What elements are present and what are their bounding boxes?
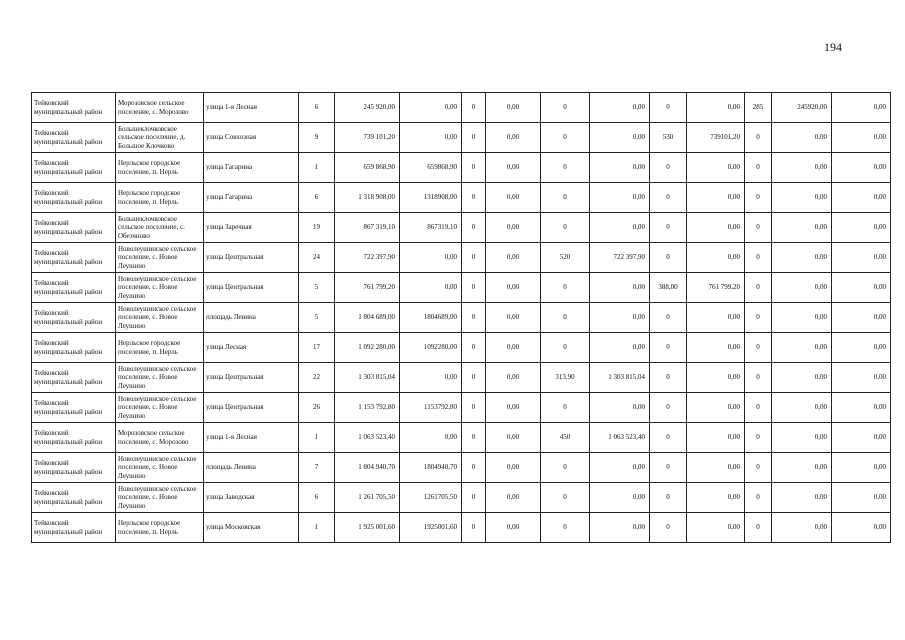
cell-quantity-col-4: 0 <box>650 243 687 273</box>
table-row <box>32 243 891 273</box>
cell-cost-col-3: 0,00 <box>590 123 650 153</box>
cell-cost-col-5: 0,00 <box>772 423 832 453</box>
cell-house-number: 22 <box>299 363 335 393</box>
cell-quantity-col-2: 0 <box>462 183 486 213</box>
cell-quantity-col-2: 0 <box>462 393 486 423</box>
cell-street: улица 1-я Лесная <box>204 423 299 453</box>
cell-quantity-col-5: 0 <box>745 333 772 363</box>
cell-quantity-col-4: 0 <box>650 303 687 333</box>
table-row <box>32 213 891 243</box>
cell-cost-col-5: 0,00 <box>772 363 832 393</box>
cell-cost-col-4: 0,00 <box>687 213 745 243</box>
cell-cost-col-5: 0,00 <box>772 393 832 423</box>
cell-quantity-col-5: 0 <box>745 123 772 153</box>
cell-quantity-col-3: 0 <box>541 183 590 213</box>
cell-quantity-col-3: 0 <box>541 123 590 153</box>
table-row <box>32 123 891 153</box>
cell-quantity-col-4: 0 <box>650 393 687 423</box>
table-row <box>32 93 891 123</box>
cell-cost-col-2: 0,00 <box>486 513 541 543</box>
table-row <box>32 483 891 513</box>
table-row <box>32 363 891 393</box>
cell-cost-col-1: 0,00 <box>400 423 462 453</box>
cell-total-cost: 1 925 001,60 <box>335 513 400 543</box>
cell-cost-col-6: 0,00 <box>832 393 891 423</box>
cell-street: улица Центральная <box>204 393 299 423</box>
cell-district: Тейковский муниципальный район <box>32 183 116 213</box>
cell-settlement: Нерльское городское поселение, п. Нерль <box>116 333 204 363</box>
cell-cost-col-1: 1804689,00 <box>400 303 462 333</box>
cell-cost-col-1: 1318908,00 <box>400 183 462 213</box>
cell-total-cost: 1 153 792,80 <box>335 393 400 423</box>
cell-cost-col-1: 1804940,70 <box>400 453 462 483</box>
cell-quantity-col-5: 0 <box>745 453 772 483</box>
table-row <box>32 273 891 303</box>
cell-quantity-col-5: 285 <box>745 93 772 123</box>
cell-district: Тейковский муниципальный район <box>32 153 116 183</box>
cell-cost-col-2: 0,00 <box>486 333 541 363</box>
cell-cost-col-3: 1 063 523,40 <box>590 423 650 453</box>
cell-total-cost: 1 804 940,70 <box>335 453 400 483</box>
cell-cost-col-3: 0,00 <box>590 273 650 303</box>
cell-quantity-col-2: 0 <box>462 123 486 153</box>
cell-quantity-col-5: 0 <box>745 423 772 453</box>
cell-settlement: Нерльское городское поселение, п. Нерль <box>116 513 204 543</box>
cell-settlement: Морозовское сельское поселение, с. Морозово <box>116 93 204 123</box>
cell-quantity-col-3: 0 <box>541 93 590 123</box>
cell-cost-col-1: 0,00 <box>400 363 462 393</box>
cell-quantity-col-3: 313,90 <box>541 363 590 393</box>
cell-street: площадь Ленина <box>204 303 299 333</box>
cell-cost-col-1: 1092280,00 <box>400 333 462 363</box>
cell-street: площадь Ленина <box>204 453 299 483</box>
cell-district: Тейковский муниципальный район <box>32 303 116 333</box>
cell-cost-col-3: 0,00 <box>590 303 650 333</box>
table-row <box>32 183 891 213</box>
cell-quantity-col-3: 0 <box>541 333 590 363</box>
cell-quantity-col-4: 0 <box>650 183 687 213</box>
cell-cost-col-2: 0,00 <box>486 183 541 213</box>
cell-cost-col-3: 0,00 <box>590 483 650 513</box>
cell-quantity-col-2: 0 <box>462 423 486 453</box>
cell-total-cost: 659 868,90 <box>335 153 400 183</box>
cell-quantity-col-4: 0 <box>650 333 687 363</box>
cell-quantity-col-3: 0 <box>541 273 590 303</box>
cell-quantity-col-5: 0 <box>745 483 772 513</box>
cell-quantity-col-3: 0 <box>541 303 590 333</box>
cell-settlement: Новолеушинское сельское поселение, с. Новое Леушино <box>116 273 204 303</box>
cell-cost-col-6: 0,00 <box>832 453 891 483</box>
cell-street: улица Центральная <box>204 243 299 273</box>
cell-district: Тейковский муниципальный район <box>32 423 116 453</box>
cell-total-cost: 739 101,20 <box>335 123 400 153</box>
cell-quantity-col-2: 0 <box>462 513 486 543</box>
cell-cost-col-6: 0,00 <box>832 153 891 183</box>
cell-settlement: Новолеушинское сельское поселение, с. Новое Леушино <box>116 303 204 333</box>
cell-cost-col-1: 0,00 <box>400 243 462 273</box>
cell-quantity-col-3: 0 <box>541 513 590 543</box>
cell-total-cost: 1 318 908,00 <box>335 183 400 213</box>
cell-house-number: 7 <box>299 453 335 483</box>
cell-quantity-col-5: 0 <box>745 513 772 543</box>
cell-house-number: 6 <box>299 483 335 513</box>
cell-cost-col-6: 0,00 <box>832 303 891 333</box>
cell-cost-col-5: 0,00 <box>772 273 832 303</box>
cell-street: улица 1-я Лесная <box>204 93 299 123</box>
cell-cost-col-4: 0,00 <box>687 93 745 123</box>
cell-district: Тейковский муниципальный район <box>32 483 116 513</box>
cell-cost-col-4: 0,00 <box>687 423 745 453</box>
cell-cost-col-1: 1153792,80 <box>400 393 462 423</box>
cell-settlement: Новолеушинское сельское поселение, с. Новое Леушино <box>116 393 204 423</box>
cell-quantity-col-4: 0 <box>650 423 687 453</box>
cell-cost-col-6: 0,00 <box>832 243 891 273</box>
cell-quantity-col-5: 0 <box>745 153 772 183</box>
cell-quantity-col-5: 0 <box>745 183 772 213</box>
cell-cost-col-2: 0,00 <box>486 93 541 123</box>
table-row <box>32 153 891 183</box>
cell-house-number: 6 <box>299 183 335 213</box>
cell-cost-col-5: 0,00 <box>772 483 832 513</box>
cell-quantity-col-4: 0 <box>650 153 687 183</box>
cell-quantity-col-4: 530 <box>650 123 687 153</box>
data-table <box>31 92 891 543</box>
cell-cost-col-2: 0,00 <box>486 423 541 453</box>
cell-quantity-col-2: 0 <box>462 273 486 303</box>
cell-cost-col-2: 0,00 <box>486 273 541 303</box>
cell-quantity-col-5: 0 <box>745 303 772 333</box>
cell-cost-col-5: 0,00 <box>772 183 832 213</box>
cell-settlement: Новолеушинское сельское поселение, с. Новое Леушино <box>116 243 204 273</box>
cell-total-cost: 867 319,10 <box>335 213 400 243</box>
cell-cost-col-1: 1925001,60 <box>400 513 462 543</box>
cell-total-cost: 722 397,90 <box>335 243 400 273</box>
cell-total-cost: 245 920,00 <box>335 93 400 123</box>
cell-house-number: 1 <box>299 423 335 453</box>
cell-cost-col-5: 0,00 <box>772 303 832 333</box>
cell-quantity-col-2: 0 <box>462 213 486 243</box>
page-number: 194 <box>824 40 842 54</box>
cell-cost-col-1: 0,00 <box>400 123 462 153</box>
cell-district: Тейковский муниципальный район <box>32 213 116 243</box>
cell-cost-col-2: 0,00 <box>486 243 541 273</box>
cell-cost-col-4: 739101,20 <box>687 123 745 153</box>
cell-cost-col-3: 0,00 <box>590 513 650 543</box>
cell-house-number: 24 <box>299 243 335 273</box>
cell-district: Тейковский муниципальный район <box>32 333 116 363</box>
cell-cost-col-3: 1 303 815,04 <box>590 363 650 393</box>
cell-house-number: 26 <box>299 393 335 423</box>
cell-street: улица Совхозная <box>204 123 299 153</box>
cell-settlement: Морозовское сельское поселение, с. Морозово <box>116 423 204 453</box>
cell-cost-col-2: 0,00 <box>486 153 541 183</box>
cell-cost-col-6: 0,00 <box>832 213 891 243</box>
cell-cost-col-2: 0,00 <box>486 303 541 333</box>
cell-cost-col-4: 0,00 <box>687 183 745 213</box>
cell-quantity-col-3: 520 <box>541 243 590 273</box>
cell-quantity-col-3: 0 <box>541 453 590 483</box>
cell-quantity-col-5: 0 <box>745 363 772 393</box>
cell-cost-col-6: 0,00 <box>832 123 891 153</box>
cell-cost-col-4: 761 799,20 <box>687 273 745 303</box>
cell-settlement: Новолеушинское сельское поселение, с. Новое Леушино <box>116 483 204 513</box>
cell-cost-col-5: 0,00 <box>772 243 832 273</box>
cell-quantity-col-5: 0 <box>745 273 772 303</box>
cell-district: Тейковский муниципальный район <box>32 513 116 543</box>
cell-quantity-col-2: 0 <box>462 453 486 483</box>
cell-quantity-col-5: 0 <box>745 243 772 273</box>
cell-settlement: Новолеушинское сельское поселение, с. Новое Леушино <box>116 363 204 393</box>
cell-cost-col-3: 0,00 <box>590 393 650 423</box>
cell-house-number: 19 <box>299 213 335 243</box>
cell-district: Тейковский муниципальный район <box>32 363 116 393</box>
cell-cost-col-5: 0,00 <box>772 213 832 243</box>
table-row <box>32 393 891 423</box>
cell-quantity-col-2: 0 <box>462 243 486 273</box>
cell-quantity-col-2: 0 <box>462 303 486 333</box>
cell-quantity-col-3: 450 <box>541 423 590 453</box>
cell-cost-col-2: 0,00 <box>486 363 541 393</box>
cell-street: улица Гагарина <box>204 183 299 213</box>
cell-total-cost: 1 303 815,04 <box>335 363 400 393</box>
table-row <box>32 453 891 483</box>
cell-cost-col-6: 0,00 <box>832 273 891 303</box>
cell-quantity-col-4: 388,00 <box>650 273 687 303</box>
cell-cost-col-2: 0,00 <box>486 213 541 243</box>
cell-street: улица Лесная <box>204 333 299 363</box>
cell-quantity-col-4: 0 <box>650 453 687 483</box>
cell-cost-col-2: 0,00 <box>486 123 541 153</box>
cell-total-cost: 1 261 705,50 <box>335 483 400 513</box>
cell-cost-col-5: 245920,00 <box>772 93 832 123</box>
cell-cost-col-4: 0,00 <box>687 513 745 543</box>
cell-house-number: 17 <box>299 333 335 363</box>
table-row <box>32 333 891 363</box>
cell-cost-col-2: 0,00 <box>486 453 541 483</box>
cell-settlement: Нерльское городское поселение, п. Нерль <box>116 153 204 183</box>
cell-cost-col-4: 0,00 <box>687 333 745 363</box>
cell-total-cost: 1 092 280,00 <box>335 333 400 363</box>
cell-quantity-col-3: 0 <box>541 483 590 513</box>
cell-street: улица Заречная <box>204 213 299 243</box>
cell-cost-col-3: 0,00 <box>590 213 650 243</box>
cell-quantity-col-2: 0 <box>462 333 486 363</box>
cell-settlement: Большеклочковское сельское поселение, д. Большое Клочково <box>116 123 204 153</box>
table-body <box>32 93 891 543</box>
cell-street: улица Центральная <box>204 363 299 393</box>
cell-cost-col-4: 0,00 <box>687 483 745 513</box>
cell-cost-col-3: 0,00 <box>590 183 650 213</box>
cell-quantity-col-2: 0 <box>462 363 486 393</box>
cell-cost-col-1: 867319,10 <box>400 213 462 243</box>
cell-cost-col-3: 0,00 <box>590 93 650 123</box>
cell-cost-col-6: 0,00 <box>832 423 891 453</box>
cell-quantity-col-2: 0 <box>462 93 486 123</box>
cell-quantity-col-4: 0 <box>650 513 687 543</box>
cell-street: улица Заводская <box>204 483 299 513</box>
cell-quantity-col-5: 0 <box>745 213 772 243</box>
cell-district: Тейковский муниципальный район <box>32 123 116 153</box>
cell-cost-col-3: 0,00 <box>590 153 650 183</box>
cell-cost-col-3: 0,00 <box>590 453 650 483</box>
table-row <box>32 303 891 333</box>
cell-cost-col-4: 0,00 <box>687 153 745 183</box>
cell-house-number: 5 <box>299 303 335 333</box>
cell-quantity-col-4: 0 <box>650 93 687 123</box>
cell-settlement: Нерльское городское поселение, п. Нерль <box>116 183 204 213</box>
cell-quantity-col-2: 0 <box>462 153 486 183</box>
cell-street: улица Центральная <box>204 273 299 303</box>
cell-quantity-col-3: 0 <box>541 153 590 183</box>
cell-cost-col-4: 0,00 <box>687 393 745 423</box>
cell-house-number: 6 <box>299 93 335 123</box>
cell-cost-col-6: 0,00 <box>832 363 891 393</box>
table-row <box>32 513 891 543</box>
cell-cost-col-2: 0,00 <box>486 393 541 423</box>
cell-street: улица Московская <box>204 513 299 543</box>
cell-quantity-col-4: 0 <box>650 363 687 393</box>
cell-quantity-col-3: 0 <box>541 393 590 423</box>
cell-cost-col-5: 0,00 <box>772 453 832 483</box>
cell-total-cost: 761 799,20 <box>335 273 400 303</box>
cell-street: улица Гагарина <box>204 153 299 183</box>
cell-total-cost: 1 063 523,40 <box>335 423 400 453</box>
cell-cost-col-1: 659868,90 <box>400 153 462 183</box>
cell-cost-col-1: 0,00 <box>400 93 462 123</box>
cell-district: Тейковский муниципальный район <box>32 93 116 123</box>
cell-cost-col-4: 0,00 <box>687 243 745 273</box>
cell-quantity-col-3: 0 <box>541 213 590 243</box>
cell-cost-col-5: 0,00 <box>772 123 832 153</box>
cell-settlement: Новолеушинское сельское поселение, с. Новое Леушино <box>116 453 204 483</box>
cell-total-cost: 1 804 689,00 <box>335 303 400 333</box>
cell-district: Тейковский муниципальный район <box>32 453 116 483</box>
cell-cost-col-1: 1261705,50 <box>400 483 462 513</box>
cell-district: Тейковский муниципальный район <box>32 393 116 423</box>
cell-district: Тейковский муниципальный район <box>32 243 116 273</box>
table-row <box>32 423 891 453</box>
cell-quantity-col-4: 0 <box>650 483 687 513</box>
cell-quantity-col-5: 0 <box>745 393 772 423</box>
cell-cost-col-5: 0,00 <box>772 333 832 363</box>
cell-quantity-col-2: 0 <box>462 483 486 513</box>
cell-cost-col-4: 0,00 <box>687 363 745 393</box>
cell-house-number: 1 <box>299 513 335 543</box>
cell-cost-col-6: 0,00 <box>832 333 891 363</box>
cell-cost-col-3: 722 397,90 <box>590 243 650 273</box>
cell-cost-col-6: 0,00 <box>832 183 891 213</box>
cell-cost-col-5: 0,00 <box>772 513 832 543</box>
cell-cost-col-2: 0,00 <box>486 483 541 513</box>
cell-cost-col-4: 0,00 <box>687 453 745 483</box>
cell-cost-col-6: 0,00 <box>832 483 891 513</box>
cell-cost-col-5: 0,00 <box>772 153 832 183</box>
cell-quantity-col-4: 0 <box>650 213 687 243</box>
cell-cost-col-6: 0,00 <box>832 93 891 123</box>
cell-district: Тейковский муниципальный район <box>32 273 116 303</box>
cell-cost-col-1: 0,00 <box>400 273 462 303</box>
cell-house-number: 9 <box>299 123 335 153</box>
cell-cost-col-4: 0,00 <box>687 303 745 333</box>
cell-settlement: Большеклочковское сельское поселение, с. Обезчново <box>116 213 204 243</box>
cell-house-number: 5 <box>299 273 335 303</box>
cell-house-number: 1 <box>299 153 335 183</box>
cell-cost-col-3: 0,00 <box>590 333 650 363</box>
cell-cost-col-6: 0,00 <box>832 513 891 543</box>
